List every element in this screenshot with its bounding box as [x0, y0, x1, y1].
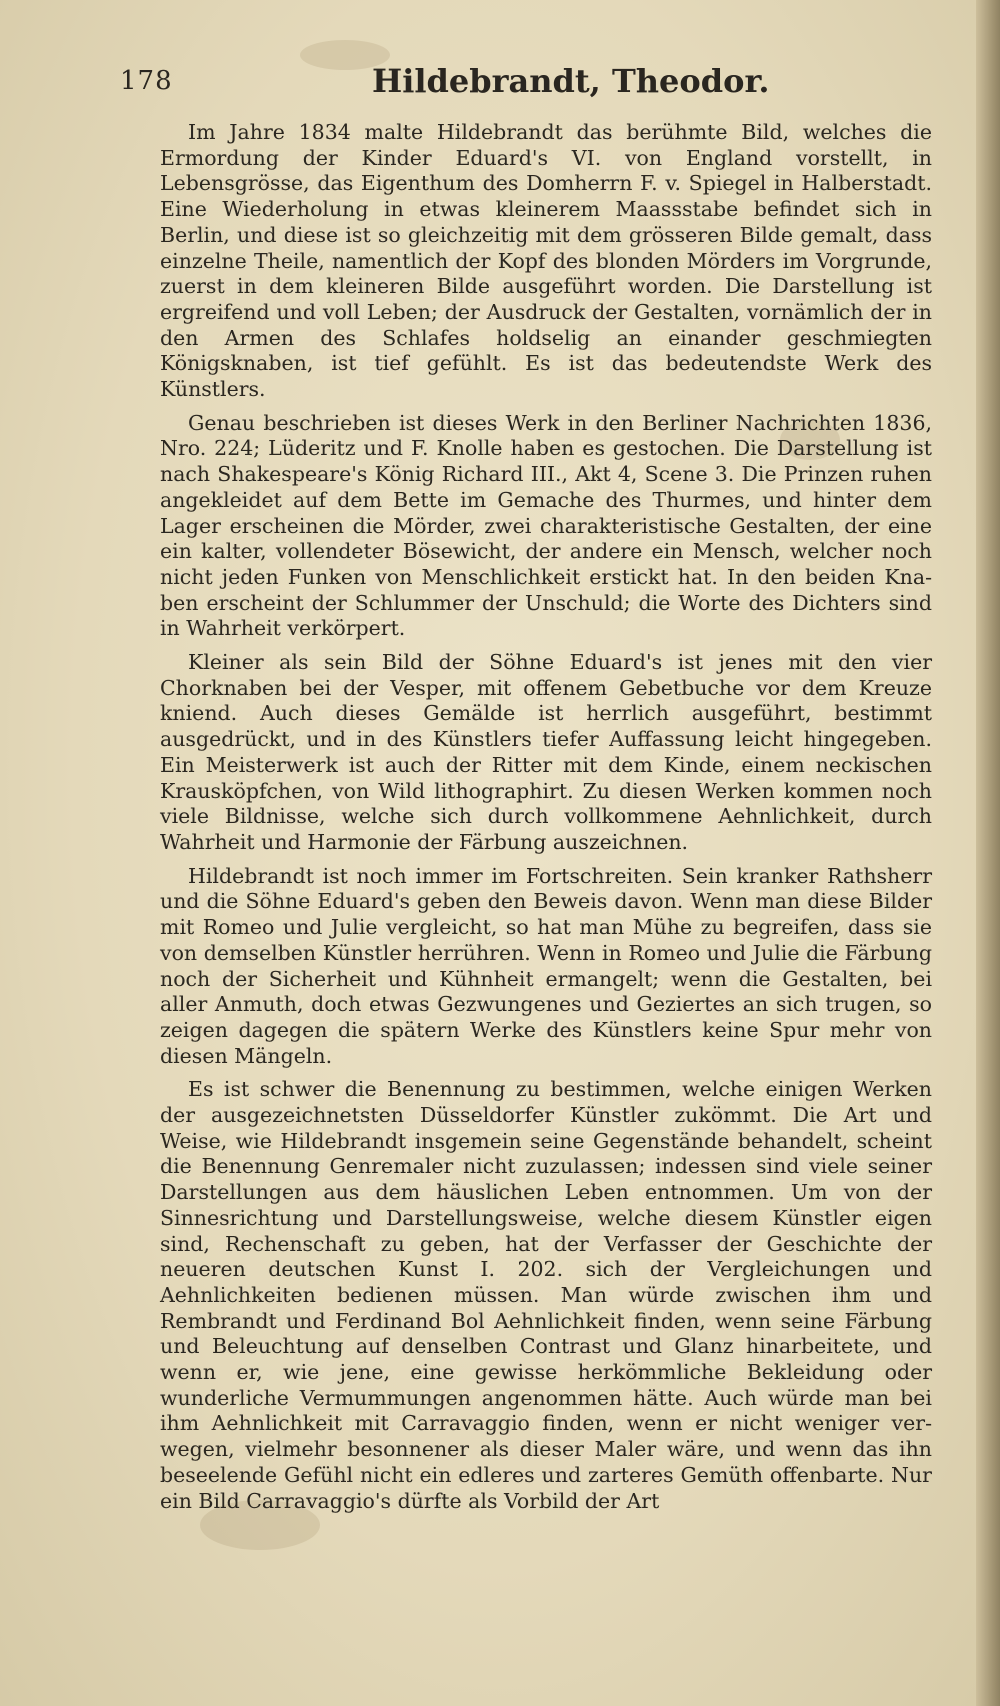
page-header	[120, 62, 950, 102]
paragraph: Hildebrandt ist noch immer im Fortschreiten. Sein kranker Rathsherr und die Söhne Eduard's geben den Beweis davon. Wenn man diese Bilder mit Romeo und Julie vergleicht, so hat man Mühe zu begreifen, dass sie von demselben Künstler herrühren. Wenn in Romeo und Julie die Färbung noch der Sicherheit und Kühnheit ermangelt; wenn die Gestalten, bei aller Anmuth, doch etwas Gezwungenes und Geziertes an sich trugen, so zeigen dagegen die spätern Werke des Künstlers keine Spur mehr von diesen Mängeln.	[160, 863, 932, 1068]
paragraph: Genau beschrieben ist dieses Werk in den Berliner Nachrichten 1836, Nro. 224; Lüderitz und F. Knolle haben es gestochen. Die Darstellung ist nach Shakespeare's König Richard III., Akt 4, Scene 3. Die Prinzen ruhen angekleidet auf dem Bette im Gemache des Thurmes, und hinter dem Lager erscheinen die Mörder, zwei charakteristische Gestalten, der eine ein kalter, vollendeter Bösewicht, der andere ein Mensch, welcher noch nicht jeden Funken von Menschlichkeit erstickt hat. In den beiden Knaben erscheint der Schlummer der Unschuld; die Worte des Dichters sind in Wahrheit verkörpert.	[160, 410, 932, 641]
book-binding-edge	[976, 0, 1000, 1706]
body-text	[160, 120, 932, 1522]
page-number: 178	[120, 66, 173, 96]
paragraph: Kleiner als sein Bild der Söhne Eduard's ist jenes mit den vier Chorknaben bei der Vesper, mit offenem Gebetbuche vor dem Kreuze kniend. Auch dieses Gemälde ist herrlich ausgeführt, bestimmt ausgedrückt, und in des Künstlers tiefer Auffassung leicht hingegeben. Ein Meisterwerk ist auch der Ritter mit dem Kinde, einem neckischen Krausköpfchen, von Wild lithographirt. Zu diesen Werken kommen noch viele Bildnisse, welche sich durch vollkommene Aehnlichkeit, durch Wahrheit und Harmonie der Färbung auszeichnen.	[160, 650, 932, 854]
running-head: Hildebrandt, Theodor.	[372, 62, 770, 100]
paragraph: Im Jahre 1834 malte Hildebrandt das berühmte Bild, welches die Ermordung der Kinder Eduard's VI. von England vorstellt, in Lebensgrösse, das Eigenthum des Domherrn F. v. Spiegel in Halberstadt. Eine Wiederholung in etwas kleinerem Maassstabe befindet sich in Berlin, und diese ist so gleichzeitig mit dem grösseren Bilde gemalt, dass einzelne Theile, namentlich der Kopf des blonden Mörders im Vorgrunde, zuerst in dem kleineren Bilde ausgeführt worden. Die Darstellung ist ergreifend und voll Leben; der Ausdruck der Gestalten, vornämlich der in den Armen des Schlafes holdselig an einander geschmiegten Königsknaben, ist tief gefühlt. Es ist das bedeutendste Werk des Künstlers.	[160, 120, 932, 402]
paragraph: Es ist schwer die Benennung zu bestimmen, welche einigen Werken der ausgezeichnetsten Düsseldorfer Künstler zukömmt. Die Art und Weise, wie Hildebrandt insgemein seine Gegenstände behandelt, scheint die Benennung Genremaler nicht zuzulassen; indessen sind viele seiner Darstellungen aus dem häuslichen Leben entnommen. Um von der Sinnesrichtung und Darstellungsweise, welche diesem Künstler eigen sind, Rechenschaft zu geben, hat der Verfasser der Geschichte der neueren deutschen Kunst I. 202. sich der Vergleichungen und Aehnlichkeiten bedienen müssen. Man würde zwischen ihm und Rembrandt und Ferdinand Bol Aehnlichkeit finden, wenn seine Färbung und Beleuchtung auf denselben Contrast und Glanz hinarbeitete, und wenn er, wie jene, eine gewisse herkömmliche Bekleidung oder wunderliche Vermummungen angenommen hätte. Auch würde man bei ihm Aehnlichkeit mit Carravaggio finden, wenn er nicht weniger verwegen, vielmehr besonnener als dieser Maler wäre, und wenn das ihn beseelende Gefühl nicht ein edleres und zarteres Gemüth offenbarte. Nur ein Bild Carravaggio's dürfte als Vorbild der Art	[160, 1077, 932, 1513]
